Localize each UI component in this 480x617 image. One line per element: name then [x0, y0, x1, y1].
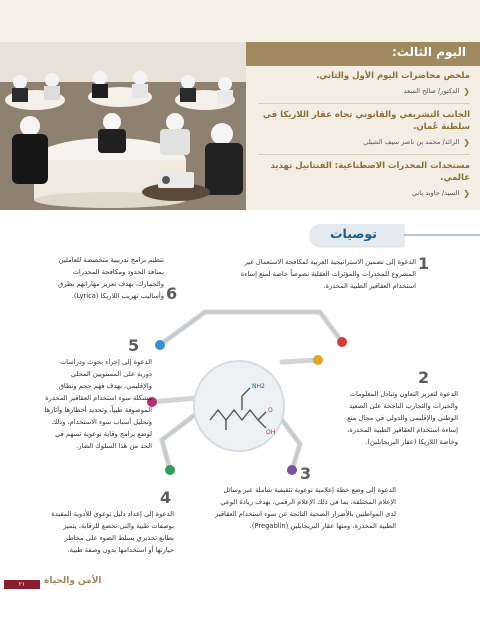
- session-topic: الجانب التشريعي والقانوني تجاه عقار اللاريكا في سلطنة عُمان.: [263, 110, 470, 132]
- node-dot-yellow: [313, 355, 323, 365]
- molecule-disc: [194, 361, 284, 451]
- chevron-icon: ❮: [463, 138, 470, 147]
- node-dot-green: [165, 465, 175, 475]
- recommendation-text: تنظيم برامج تدريبية متخصصة للعاملين بمنافذ الحدود ومكافحة المخدرات والجمارك، بهدف تعزيز مهاراتهم بطرق وأساليب تهريب اللاريكا (Lyrica).: [58, 256, 164, 300]
- speaker-name: الدكتور/ صالح السعد: [403, 87, 460, 95]
- recommendation-number: 4: [160, 488, 172, 507]
- recommendation-number: 6: [166, 284, 178, 303]
- recommendation-number: 5: [128, 336, 140, 355]
- recommendation-number: 2: [418, 368, 430, 387]
- oxygen-label: O: [268, 407, 273, 414]
- recommendation-text: الدعوة إلى إجراء بحوث ودراسات دورية على المستويين المحلي والإقليمي، بهدف فهم حجم ونطاق مشكلة سوء استخدام العقاقير المخدرة الموصوفة طبياً، وتحديد أخطارها وآثارها وتحليل أسباب سوء الاستخدام، وذلك لوضع برامج وقاية توعوية تسهم في الحد من هذا السلوك الضار.: [44, 358, 152, 450]
- node-dot-red: [337, 337, 347, 347]
- recommendation-text: الدعوة إلى وضع خطة إعلامية توعوية تثقيفية شاملة عبر وسائل الإعلام المختلفة، بما في ذلك الإعلام الرقمي، بهدف زيادة الوعي لدى المواطنين بالأضرار الصحية الناتجة عن سوء استخدام العقاقير الطبية المخدرة، ومنها عقار البريجابلين (Pregablin).: [215, 486, 396, 530]
- session-summary: ملخص محاضرات اليوم الأول والثاني.: [316, 71, 470, 81]
- recommendation-text: الدعوة لتعزيز التعاون وتبادل المعلومات والخبرات والتجارب الناجحة على الصعيد الوطني والإقليمي والدولي في مجال منع إساءة استخدام العقاقير الطبية المخدرة، وخاصة اللاريكا (عقار البريجابلين).: [347, 390, 458, 446]
- amine-label: NH2: [252, 383, 265, 390]
- day-title: اليوم الثالث:: [391, 45, 466, 59]
- magazine-name: الأمن والحياة: [44, 576, 102, 586]
- recommendation-number: 3: [300, 464, 312, 483]
- chevron-icon: ❮: [463, 87, 470, 96]
- session-topic: مستجدات المخدرات الاصطناعية: الفنتانيل تهديد عالمي.: [270, 161, 470, 183]
- recommendations-title: توصيات: [330, 226, 377, 241]
- recommendation-text: الدعوة إلى تضمين الاستراتيجية العربية لمكافحة الاستعمال غير المشروع للمخدرات والمؤثرات العقلية نصوصاً خاصة لمنع إساءة استخدام العقاقير الطبية المخدرة.: [240, 258, 416, 290]
- page-number: ٢١: [4, 580, 40, 589]
- speaker-name: السيد/ جاويد باني: [411, 189, 460, 197]
- chevron-icon: ❮: [463, 189, 470, 198]
- node-dot-purple: [287, 465, 297, 475]
- speaker-name: الرائد/ محمد بن ناصر سيف الشبلي: [363, 138, 460, 146]
- hydroxyl-label: OH: [266, 429, 276, 436]
- recommendation-text: الدعوة إلى إعداد دليل توعوي للأدوية المقيدة بوصفات طبية والتي تخضع للرقابة، يتميز بطابع تحذيري يسلط الضوء على مخاطر حيازتها أو استخدامها بدون وصفة طبية.: [51, 510, 174, 554]
- recommendation-number: 1: [418, 254, 430, 273]
- node-dot-blue: [155, 340, 165, 350]
